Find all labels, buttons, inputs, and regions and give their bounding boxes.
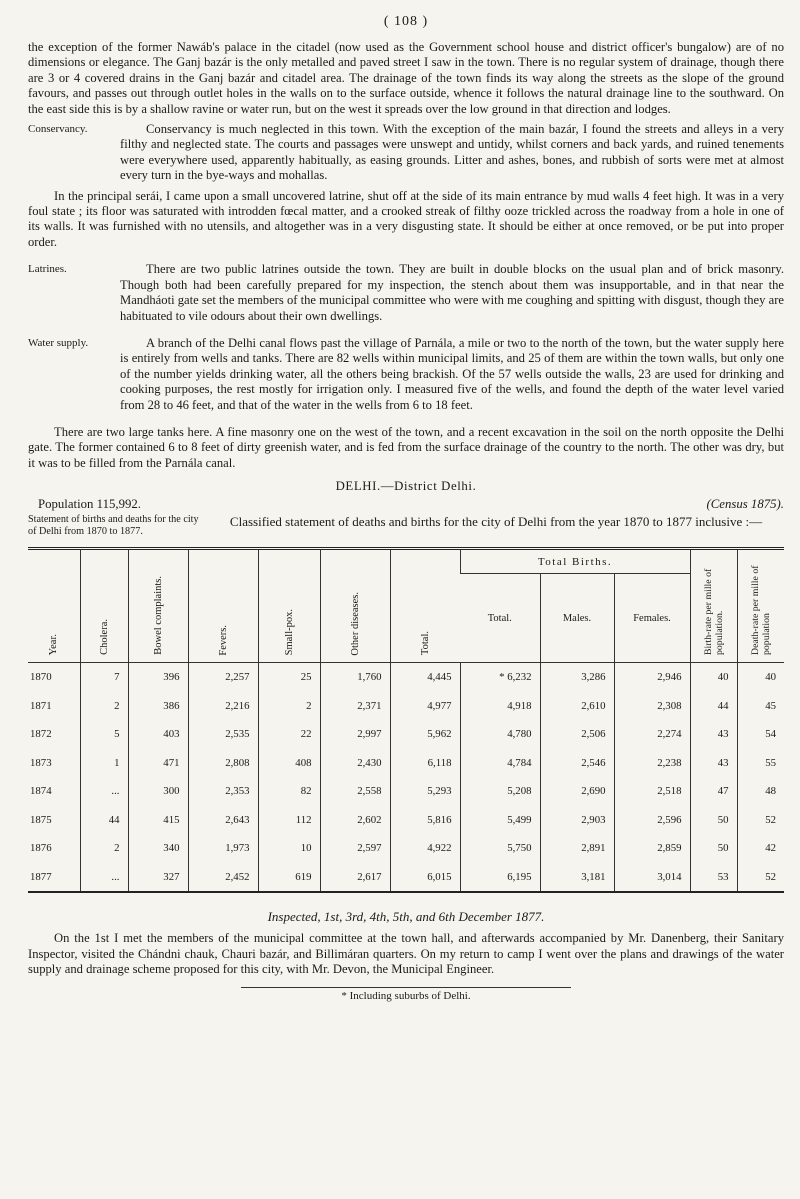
table-cell: 2,602	[320, 806, 390, 835]
table-cell: 2,452	[188, 863, 258, 893]
table-cell: 4,977	[390, 692, 460, 721]
table-cell: 44	[80, 806, 128, 835]
table-row	[28, 834, 784, 863]
header-death-rate: Death-rate per mille of population	[737, 549, 784, 663]
table-cell: 4,784	[460, 749, 540, 778]
water-supply-paragraph-1: A branch of the Delhi canal flows past the village of Parnála, a mile or two to the north of the town, but the water supply here is entirely from wells and tanks. There are 82 wells within municipal limits, and 25 of them are within the town walls, but only one of the number yields drinking water, all the others being brackish. Of the 57 wells outside the walls, 23 are used for drinking and cooking purposes, the rest mostly for irrigation only. I measured five of the wells, and found the depth of the water level varied from 28 to 46 feet, and that of the water in the wells from 6 to 18 feet.	[120, 335, 784, 412]
table-cell: 2,891	[540, 834, 614, 863]
table-cell: 40	[690, 663, 737, 692]
table-cell: 4,445	[390, 663, 460, 692]
year-cell: 1875	[30, 813, 52, 826]
table-cell: 2,274	[614, 720, 690, 749]
table-cell: 2,257	[188, 663, 258, 692]
header-smallpox: Small-pox.	[258, 549, 320, 663]
table-cell: 415	[128, 806, 188, 835]
table-cell: 48	[737, 777, 784, 806]
header-fevers: Fevers.	[188, 549, 258, 663]
table-cell: 40	[737, 663, 784, 692]
table-cell: 2,238	[614, 749, 690, 778]
table-cell: 408	[258, 749, 320, 778]
table-cell: 7	[80, 663, 128, 692]
table-cell: 6,015	[390, 863, 460, 893]
table-cell: 2	[258, 692, 320, 721]
table-cell: 2,859	[614, 834, 690, 863]
table-cell: 1,973	[188, 834, 258, 863]
table-cell: 22	[258, 720, 320, 749]
births-deaths-table	[28, 547, 784, 893]
year-cell: 1877	[28, 863, 80, 893]
statement-side-note: Statement of births and deaths for the city of Delhi from 1870 to 1877.	[28, 514, 199, 537]
table-cell: 5,962	[390, 720, 460, 749]
table-cell: 2,946	[614, 663, 690, 692]
table-cell: 2	[80, 834, 128, 863]
page-number: ( 108 )	[383, 14, 429, 29]
table-cell: 2,216	[188, 692, 258, 721]
table-cell: ...	[80, 777, 128, 806]
table-cell: 5	[80, 720, 128, 749]
table-cell: 2,308	[614, 692, 690, 721]
latrines-side-heading: Latrines.	[28, 263, 67, 276]
header-cholera: Cholera.	[80, 549, 128, 663]
table-cell: 5,750	[460, 834, 540, 863]
table-cell: 1	[80, 749, 128, 778]
table-cell: 2,690	[540, 777, 614, 806]
table-cell: 2,518	[614, 777, 690, 806]
table-cell: 50	[690, 806, 737, 835]
table-cell: 47	[690, 777, 737, 806]
table-cell: 10	[258, 834, 320, 863]
table-cell: 2,535	[188, 720, 258, 749]
table-cell: 50	[690, 834, 737, 863]
document-page	[28, 14, 784, 1002]
table-cell: 619	[258, 863, 320, 893]
table-cell: 52	[737, 806, 784, 835]
table-cell: 2,643	[188, 806, 258, 835]
table-cell: 5,816	[390, 806, 460, 835]
table-cell: 396	[128, 663, 188, 692]
year-cell: 1873	[30, 756, 52, 769]
table-cell: 2,617	[320, 863, 390, 893]
table-cell: 2,808	[188, 749, 258, 778]
header-births-total: Total.	[460, 573, 540, 662]
table-cell: 1,760	[320, 663, 390, 692]
table-row	[28, 806, 784, 835]
table-cell: 2,430	[320, 749, 390, 778]
conservancy-paragraph-1: Conservancy is much neglected in this town. With the exception of the main bazár, I found the streets and alleys in a very filthy and neglected state. The courts and passages were unswept and untidy, whilst corners and back yards, and ruined tenements were everywhere used, apparently habitually, as easing grounds. Litter and ashes, bones, and rubbish of sorts were met at almost every turn in the bye-ways and mohallas.	[120, 122, 784, 183]
table-cell: 45	[737, 692, 784, 721]
table-cell: 42	[737, 834, 784, 863]
latrines-paragraph: There are two public latrines outside the town. They are built in double blocks on the usual plan and of brick masonry. Though both had been carefully prepared for my inspection, the stench about them was insupportable, and in that near the Mandháoti gate set the members of the municipal committee who were with me coughing and spitting with disgust, though they are habituated to vile odours about their own dwellings.	[120, 262, 784, 323]
water-supply-section	[28, 336, 784, 471]
table-row	[28, 863, 784, 893]
year-cell: 1874	[30, 785, 52, 798]
footnote: * Including suburbs of Delhi.	[341, 990, 471, 1003]
table-cell: 2,596	[614, 806, 690, 835]
table-cell: 2,353	[188, 777, 258, 806]
table-cell: 2,997	[320, 720, 390, 749]
table-cell: 44	[690, 692, 737, 721]
table-cell: 6,195	[460, 863, 540, 893]
table-cell: 300	[128, 777, 188, 806]
table-cell: 53	[690, 863, 737, 893]
footnote-divider	[241, 987, 571, 988]
table-cell: 52	[737, 863, 784, 893]
intro-paragraph: the exception of the former Nawáb's palace in the citadel (now used as the Government school house and district officer's bungalow) are of no dimensions or elegance. The Ganj bazár is the only metalled and paved street I saw in the town. There is no regular system of drainage, though there are 3 or 4 covered drains in the Ganj bazár and citadel area. The drainage of the town finds its way along the streets as the slope of the ground favours, and passes out through outlet holes in the walls on to the surface outside, whence it follows the natural drainage line to the southward. On the east side this is by a shallow ravine or water run, but on the west it spreads over the low ground in that direction and lodges.	[28, 40, 784, 116]
header-total-deaths: Total.	[390, 549, 460, 663]
table-cell: 25	[258, 663, 320, 692]
table-cell: 4,922	[390, 834, 460, 863]
district-title: DELHI.—District Delhi.	[335, 479, 477, 494]
table-cell: 327	[128, 863, 188, 893]
table-cell: 2,558	[320, 777, 390, 806]
table-cell: 5,499	[460, 806, 540, 835]
latrines-section	[28, 262, 784, 324]
table-cell: 2,506	[540, 720, 614, 749]
year-cell: 1872	[30, 728, 52, 741]
table-cell: 55	[737, 749, 784, 778]
population-row	[28, 497, 784, 512]
year-cell: 1876	[30, 842, 52, 855]
table-cell: 2,610	[540, 692, 614, 721]
table-cell: 6,118	[390, 749, 460, 778]
header-females: Females.	[614, 573, 690, 662]
table-cell: 471	[128, 749, 188, 778]
inspected-dates: Inspected, 1st, 3rd, 4th, 5th, and 6th December 1877.	[267, 909, 545, 925]
statement-caption: Classified statement of deaths and births for the city of Delhi from the year 1870 to 1877 inclusive :—	[229, 514, 763, 530]
table-cell: 4,918	[460, 692, 540, 721]
table-row	[28, 720, 784, 749]
conservancy-side-heading: Conservancy.	[28, 123, 88, 136]
table-cell: * 6,232	[460, 663, 540, 692]
header-birth-rate: Birth-rate per mille of population.	[690, 549, 737, 663]
table-cell: 3,014	[614, 863, 690, 893]
table-cell: 2	[80, 692, 128, 721]
year-cell: 1870	[30, 671, 52, 684]
table-cell: 54	[737, 720, 784, 749]
year-cell: 1871	[30, 699, 52, 712]
conservancy-section	[28, 122, 784, 250]
table-cell: 3,286	[540, 663, 614, 692]
table-cell: 340	[128, 834, 188, 863]
table-cell: 43	[690, 749, 737, 778]
table-cell: 112	[258, 806, 320, 835]
table-cell: 3,181	[540, 863, 614, 893]
water-supply-side-heading: Water supply.	[28, 336, 89, 349]
table-cell: 2,546	[540, 749, 614, 778]
table-cell: 82	[258, 777, 320, 806]
table-cell: 403	[128, 720, 188, 749]
header-bowel: Bowel complaints.	[128, 549, 188, 663]
final-paragraph: On the 1st I met the members of the municipal committee at the town hall, and afterwards accompanied by Mr. Danenberg, their Sanitary Inspector, visited the Chándni chauk, Chauri bazár, and Billimáran quarters. On my return to camp I went over the plans and drawings of the water supply and drainage scheme proposed for this city, with Mr. Devon, the Municipal Engineer.	[28, 931, 784, 976]
table-row	[28, 692, 784, 721]
header-other: Other diseases.	[320, 549, 390, 663]
table-cell: 2,371	[320, 692, 390, 721]
statement-row	[28, 514, 784, 537]
header-males: Males.	[540, 573, 614, 662]
table-cell: 2,597	[320, 834, 390, 863]
table-cell: 2,903	[540, 806, 614, 835]
table-row	[28, 663, 784, 692]
table-cell: 5,208	[460, 777, 540, 806]
table-cell: 5,293	[390, 777, 460, 806]
table-row	[28, 777, 784, 806]
water-supply-paragraph-2: There are two large tanks here. A fine masonry one on the west of the town, and a recent excavation in the soil on the north opposite the Delhi gate. The former contained 6 to 8 feet of dirty greenish water, and is fed from the surface drainage of the country to the north. The other was dry, but it was to be filled from the Parnála canal.	[28, 424, 784, 470]
table-cell: 4,780	[460, 720, 540, 749]
population-text: Population 115,992.	[38, 497, 141, 512]
table-cell: 386	[128, 692, 188, 721]
table-row	[28, 749, 784, 778]
table-cell: 43	[690, 720, 737, 749]
header-total-births: Total Births.	[460, 549, 690, 574]
conservancy-paragraph-2: In the principal serái, I came upon a small uncovered latrine, shut off at the side of its main entrance by mud walls 4 feet high. It was in a very foul state ; its floor was saturated with introdden fœcal matter, and a crooked streak of filthy ooze trickled across the roadway from a hole in one of its walls. It was furnished with no utensils, and altogether was in a very disgusting state. It should be either at once removed, or be put into proper order.	[28, 188, 784, 249]
table-cell: ...	[80, 863, 128, 893]
census-note: (Census 1875).	[706, 497, 784, 512]
header-year: Year.	[28, 549, 80, 663]
